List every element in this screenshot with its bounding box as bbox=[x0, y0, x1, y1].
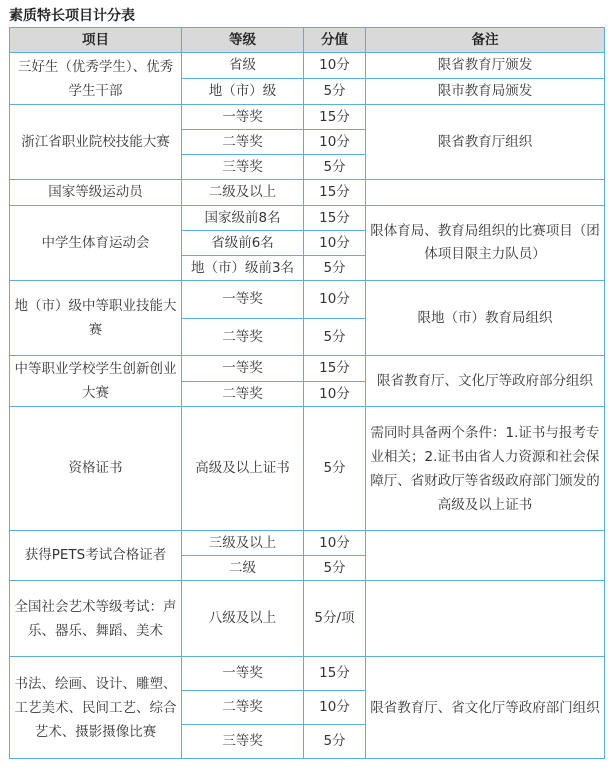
score-cell: 15分 bbox=[304, 180, 366, 206]
score-cell: 15分 bbox=[304, 105, 366, 130]
table-row bbox=[10, 206, 605, 231]
grade-cell: 国家级前8名 bbox=[182, 206, 304, 231]
header-row bbox=[10, 28, 605, 53]
grade-cell: 一等奖 bbox=[182, 657, 304, 691]
grade-cell: 二等奖 bbox=[182, 382, 304, 407]
score-cell: 10分 bbox=[304, 531, 366, 556]
score-cell: 15分 bbox=[304, 356, 366, 382]
grade-cell: 八级及以上 bbox=[182, 581, 304, 657]
project-cell: 中学生体育运动会 bbox=[10, 206, 182, 281]
score-cell: 5分 bbox=[304, 725, 366, 759]
project-cell: 资格证书 bbox=[10, 407, 182, 531]
table-row bbox=[10, 105, 605, 130]
grade-cell: 地（市）级前3名 bbox=[182, 256, 304, 281]
project-cell: 三好生（优秀学生）、优秀学生干部 bbox=[10, 53, 182, 105]
score-cell: 5分 bbox=[304, 319, 366, 356]
grade-cell: 二等奖 bbox=[182, 319, 304, 356]
note-cell: 限地（市）教育局组织 bbox=[366, 281, 605, 356]
grade-cell: 二级 bbox=[182, 556, 304, 581]
grade-cell: 一等奖 bbox=[182, 356, 304, 382]
score-cell: 10分 bbox=[304, 53, 366, 79]
score-cell: 10分 bbox=[304, 231, 366, 256]
note-cell: 限市教育局颁发 bbox=[366, 79, 605, 105]
score-cell: 5分 bbox=[304, 155, 366, 180]
table-row bbox=[10, 180, 605, 206]
score-cell: 15分 bbox=[304, 206, 366, 231]
grade-cell: 省级前6名 bbox=[182, 231, 304, 256]
project-cell: 获得PETS考试合格证者 bbox=[10, 531, 182, 581]
score-cell: 15分 bbox=[304, 657, 366, 691]
grade-cell: 二等奖 bbox=[182, 130, 304, 155]
grade-cell: 地（市）级 bbox=[182, 79, 304, 105]
grade-cell: 省级 bbox=[182, 53, 304, 79]
project-cell: 全国社会艺术等级考试：声乐、器乐、舞蹈、美术 bbox=[10, 581, 182, 657]
note-cell: 需同时具备两个条件：1.证书与报考专业相关；2.证书由省人力资源和社会保障厅、省财政厅等省级政府部门颁发的高级及以上证书 bbox=[366, 407, 605, 531]
header-note: 备注 bbox=[366, 28, 605, 53]
header-grade: 等级 bbox=[182, 28, 304, 53]
score-cell: 5分 bbox=[304, 556, 366, 581]
grade-cell: 高级及以上证书 bbox=[182, 407, 304, 531]
grade-cell: 三等奖 bbox=[182, 725, 304, 759]
score-cell: 5分 bbox=[304, 256, 366, 281]
table-row bbox=[10, 53, 605, 79]
note-cell: 限省教育厅颁发 bbox=[366, 53, 605, 79]
grade-cell: 一等奖 bbox=[182, 105, 304, 130]
score-cell: 5分 bbox=[304, 79, 366, 105]
grade-cell: 三级及以上 bbox=[182, 531, 304, 556]
note-cell: 限省教育厅组织 bbox=[366, 105, 605, 180]
score-cell: 10分 bbox=[304, 130, 366, 155]
table-row bbox=[10, 356, 605, 382]
note-cell: 限体育局、教育局组织的比赛项目（团体项目限主力队员） bbox=[366, 206, 605, 281]
table-row bbox=[10, 581, 605, 657]
project-cell: 国家等级运动员 bbox=[10, 180, 182, 206]
grade-cell: 二等奖 bbox=[182, 691, 304, 725]
header-project: 项目 bbox=[10, 28, 182, 53]
header-score: 分值 bbox=[304, 28, 366, 53]
project-cell: 地（市）级中等职业技能大赛 bbox=[10, 281, 182, 356]
score-cell: 10分 bbox=[304, 281, 366, 319]
table-row bbox=[10, 281, 605, 319]
note-cell: 限省教育厅、省文化厅等政府部门组织 bbox=[366, 657, 605, 759]
score-cell: 10分 bbox=[304, 382, 366, 407]
table-row bbox=[10, 407, 605, 531]
table-title: 素质特长项目计分表 bbox=[9, 8, 135, 24]
score-cell: 5分 bbox=[304, 407, 366, 531]
score-cell: 10分 bbox=[304, 691, 366, 725]
note-cell bbox=[366, 581, 605, 657]
grade-cell: 一等奖 bbox=[182, 281, 304, 319]
score-cell: 5分/项 bbox=[304, 581, 366, 657]
project-cell: 浙江省职业院校技能大赛 bbox=[10, 105, 182, 180]
note-cell bbox=[366, 180, 605, 206]
note-cell bbox=[366, 531, 605, 581]
grade-cell: 三等奖 bbox=[182, 155, 304, 180]
table-row bbox=[10, 657, 605, 691]
grade-cell: 二级及以上 bbox=[182, 180, 304, 206]
project-cell: 中等职业学校学生创新创业大赛 bbox=[10, 356, 182, 407]
note-cell: 限省教育厅、文化厅等政府部分组织 bbox=[366, 356, 605, 407]
score-table bbox=[9, 27, 605, 759]
project-cell: 书法、绘画、设计、雕塑、工艺美术、民间工艺、综合艺术、摄影摄像比赛 bbox=[10, 657, 182, 759]
table-row bbox=[10, 531, 605, 556]
